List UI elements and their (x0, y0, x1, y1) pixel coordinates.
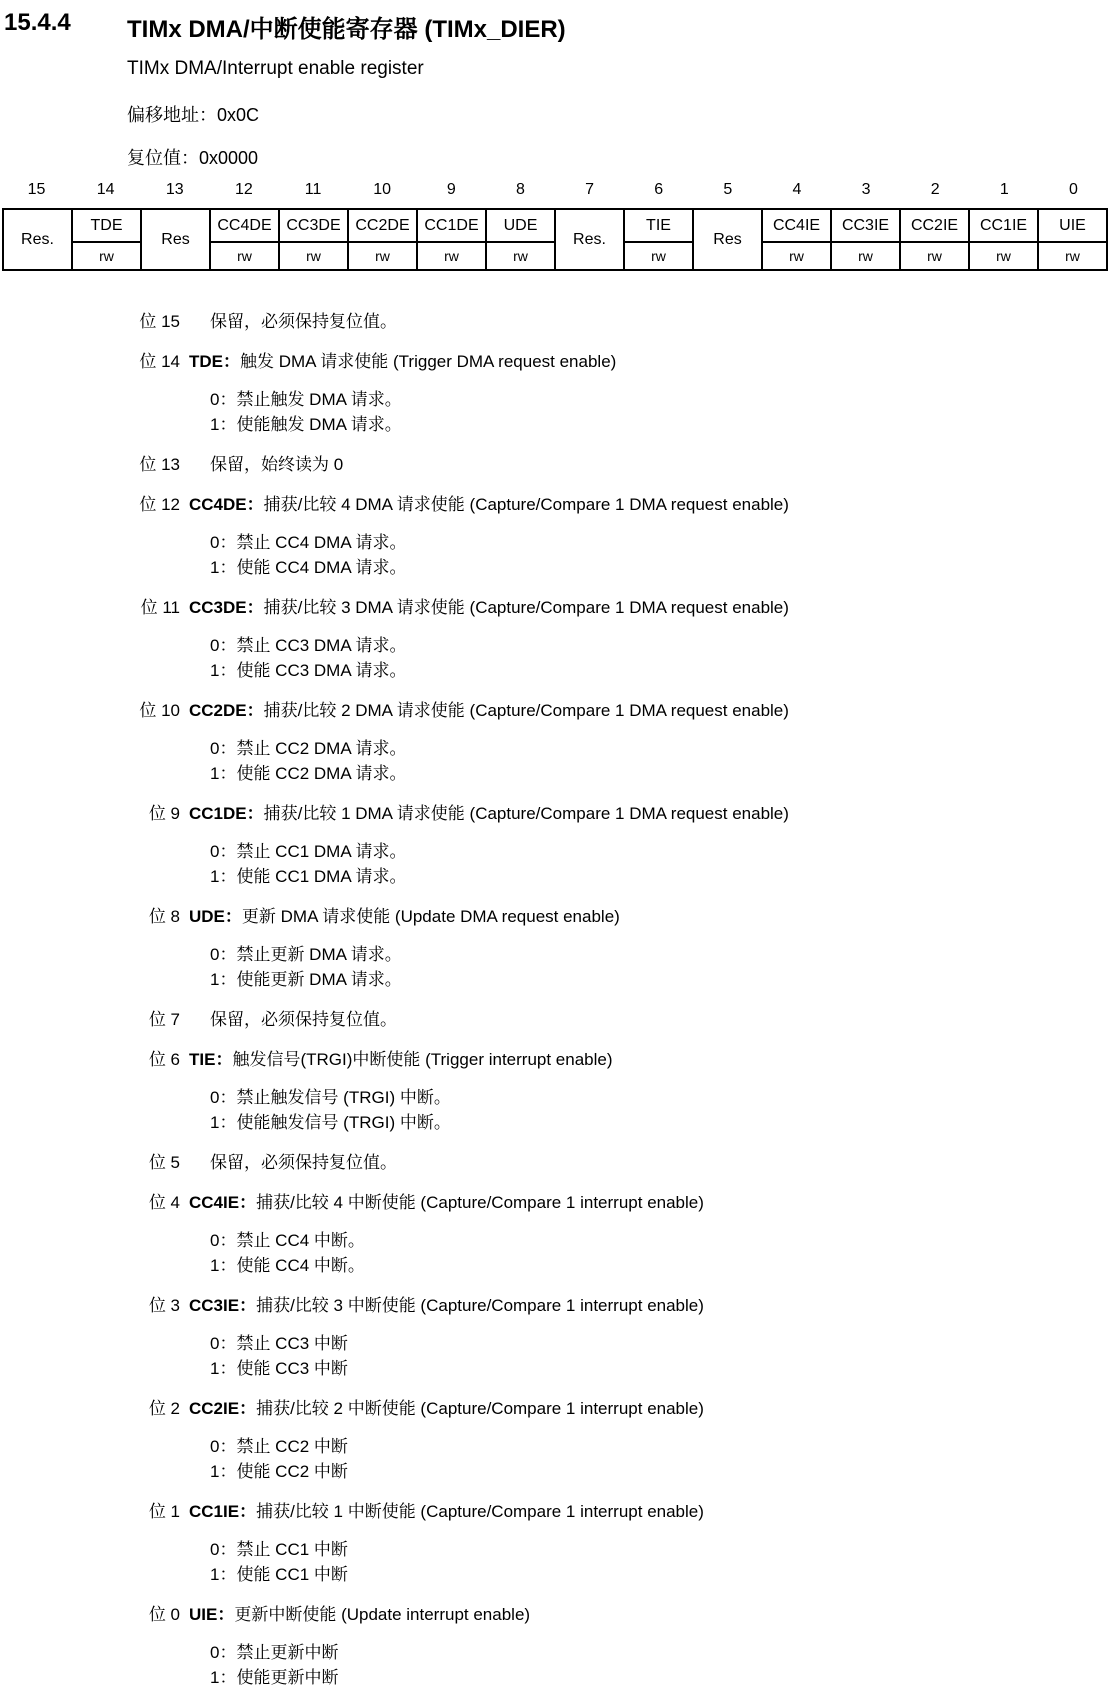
bit-number: 13 (165, 181, 184, 198)
access-type-cell: rw (900, 242, 969, 270)
value-option: 0：禁止更新中断 (210, 1643, 339, 1662)
access-type-cell: rw (210, 242, 279, 270)
access-type-cell: rw (72, 242, 141, 270)
bit-number: 7 (585, 181, 595, 198)
bit-description (0, 1150, 1110, 1175)
access-type-cell: rw (969, 242, 1038, 270)
register-field-cell: UIE (1038, 209, 1107, 242)
register-field-cell: UDE (486, 209, 555, 242)
register-reserved-cell: Res (141, 209, 210, 270)
value-option: 1：使能触发 DMA 请求。 (210, 415, 402, 434)
access-type-cell: rw (348, 242, 417, 270)
bit-label: 位 8 (148, 907, 180, 926)
reset-value: 复位值：0x0000 (127, 148, 259, 168)
access-type-cell: rw (486, 242, 555, 270)
field-description: 捕获/比较 3 DMA 请求使能 (Capture/Compare 1 DMA request enable) (263, 598, 789, 617)
value-option: 0：禁止触发信号 (TRGI) 中断。 (210, 1088, 451, 1107)
register-bit-table (2, 208, 1108, 271)
register-field-cell: CC1DE (417, 209, 486, 242)
field-description: 触发信号(TRGI)中断使能 (Trigger interrupt enable) (232, 1050, 613, 1069)
value-option: 0：禁止 CC4 DMA 请求。 (210, 533, 407, 552)
bit-label: 位 11 (140, 598, 180, 617)
bit-description (0, 1190, 1110, 1278)
value-option: 1：使能 CC3 DMA 请求。 (210, 661, 407, 680)
register-reserved-cell: Res (693, 209, 762, 270)
bit-label: 位 14 (139, 352, 180, 371)
bit-label: 位 15 (139, 312, 180, 331)
field-description: 捕获/比较 4 中断使能 (Capture/Compare 1 interrupt enable) (256, 1193, 704, 1212)
value-option: 0：禁止更新 DMA 请求。 (210, 945, 402, 964)
field-name: CC2IE： (189, 1399, 257, 1418)
bit-label: 位 4 (148, 1193, 180, 1212)
bit-description (0, 1047, 1110, 1135)
access-type-cell: rw (279, 242, 348, 270)
value-option: 1：使能 CC4 DMA 请求。 (210, 558, 407, 577)
bit-description (0, 452, 1110, 477)
field-name: CC3IE： (189, 1296, 257, 1315)
bit-label: 位 6 (148, 1050, 180, 1069)
field-name: CC2DE： (189, 701, 264, 720)
bit-descriptions (0, 309, 1110, 1695)
register-field-cell: TIE (624, 209, 693, 242)
field-description: 捕获/比较 1 中断使能 (Capture/Compare 1 interrupt enable) (256, 1502, 704, 1521)
register-reserved-cell: Res. (3, 209, 72, 270)
field-description: 捕获/比较 3 中断使能 (Capture/Compare 1 interrupt enable) (256, 1296, 704, 1315)
field-description: 捕获/比较 2 DMA 请求使能 (Capture/Compare 1 DMA request enable) (263, 701, 789, 720)
register-subtitle: TIMx DMA/Interrupt enable register (127, 58, 424, 79)
bit-label: 位 10 (139, 701, 180, 720)
bit-number: 12 (235, 181, 253, 198)
field-description: 保留，必须保持复位值。 (210, 1010, 397, 1029)
value-option: 0：禁止 CC3 中断 (210, 1334, 348, 1353)
register-field-cell: CC2DE (348, 209, 417, 242)
field-description: 捕获/比较 1 DMA 请求使能 (Capture/Compare 1 DMA request enable) (263, 804, 789, 823)
bit-label: 位 13 (139, 455, 180, 474)
bit-number: 15 (27, 181, 46, 198)
section-number: 15.4.4 (4, 9, 71, 36)
field-description: 保留，必须保持复位值。 (210, 312, 397, 331)
field-name: UDE： (189, 907, 242, 926)
section-title: TIMx DMA/中断使能寄存器 (TIMx_DIER) (127, 16, 566, 43)
bit-number: 14 (96, 181, 115, 198)
register-field-cell: CC4DE (210, 209, 279, 242)
bit-number: 4 (792, 181, 802, 198)
bit-label: 位 5 (148, 1153, 180, 1172)
access-type-cell: rw (417, 242, 486, 270)
bit-number: 0 (1068, 181, 1078, 198)
field-name: CC4IE： (189, 1193, 257, 1212)
value-option: 1：使能 CC3 中断 (210, 1359, 348, 1378)
bit-label: 位 1 (148, 1502, 180, 1521)
access-type-cell: rw (831, 242, 900, 270)
access-type-cell: rw (624, 242, 693, 270)
value-option: 1：使能 CC4 中断。 (210, 1256, 365, 1275)
field-description: 捕获/比较 4 DMA 请求使能 (Capture/Compare 1 DMA request enable) (263, 495, 789, 514)
value-option: 1：使能 CC1 中断 (210, 1565, 348, 1584)
field-description: 更新中断使能 (Update interrupt enable) (234, 1605, 531, 1624)
value-option: 1：使能更新中断 (210, 1668, 339, 1687)
value-option: 1：使能 CC1 DMA 请求。 (210, 867, 407, 886)
bit-label: 位 7 (148, 1010, 180, 1029)
value-option: 0：禁止 CC1 中断 (210, 1540, 348, 1559)
bit-number: 9 (446, 181, 456, 198)
field-description: 更新 DMA 请求使能 (Update DMA request enable) (241, 907, 620, 926)
bit-description (0, 1293, 1110, 1381)
bit-number: 1 (999, 181, 1009, 198)
bit-description (0, 698, 1110, 786)
bit-label: 位 0 (148, 1605, 180, 1624)
bit-description (0, 1499, 1110, 1587)
bit-description (0, 1396, 1110, 1484)
value-option: 0：禁止 CC2 中断 (210, 1437, 348, 1456)
bit-number: 6 (654, 181, 664, 198)
bit-number: 2 (930, 181, 940, 198)
field-name: CC4DE： (189, 495, 264, 514)
field-description: 捕获/比较 2 中断使能 (Capture/Compare 1 interrupt enable) (256, 1399, 704, 1418)
field-name: TDE： (189, 352, 240, 371)
bit-description (0, 595, 1110, 683)
bit-description (0, 801, 1110, 889)
offset-address: 偏移地址：0x0C (127, 105, 260, 125)
bit-description (0, 349, 1110, 437)
value-option: 0：禁止触发 DMA 请求。 (210, 390, 402, 409)
bit-number: 8 (515, 181, 525, 198)
field-name: CC1DE： (189, 804, 264, 823)
value-option: 0：禁止 CC1 DMA 请求。 (210, 842, 407, 861)
field-name: CC3DE： (189, 598, 264, 617)
register-field-cell: CC2IE (900, 209, 969, 242)
bit-label: 位 3 (148, 1296, 180, 1315)
bit-description (0, 492, 1110, 580)
register-field-cell: CC3DE (279, 209, 348, 242)
bit-description (0, 309, 1110, 334)
bit-description (0, 1007, 1110, 1032)
register-field-cell: TDE (72, 209, 141, 242)
bit-label: 位 2 (148, 1399, 180, 1418)
access-type-cell: rw (1038, 242, 1107, 270)
field-description: 触发 DMA 请求使能 (Trigger DMA request enable) (240, 352, 617, 371)
bit-number-row (2, 181, 1108, 199)
register-field-cell: CC4IE (762, 209, 831, 242)
value-option: 0：禁止 CC3 DMA 请求。 (210, 636, 407, 655)
field-description: 保留，始终读为 0 (210, 455, 344, 474)
value-option: 1：使能触发信号 (TRGI) 中断。 (210, 1113, 451, 1132)
bit-description (0, 904, 1110, 992)
bit-number: 10 (373, 181, 392, 198)
field-description: 保留，必须保持复位值。 (210, 1153, 397, 1172)
register-reserved-cell: Res. (555, 209, 624, 270)
bit-number: 3 (861, 181, 871, 198)
field-name: TIE： (189, 1050, 233, 1069)
access-type-cell: rw (762, 242, 831, 270)
field-name: CC1IE： (189, 1502, 257, 1521)
bit-number: 5 (723, 181, 733, 198)
value-option: 1：使能 CC2 DMA 请求。 (210, 764, 407, 783)
register-field-cell: CC3IE (831, 209, 900, 242)
bit-description (0, 1602, 1110, 1690)
value-option: 0：禁止 CC2 DMA 请求。 (210, 739, 407, 758)
value-option: 0：禁止 CC4 中断。 (210, 1231, 365, 1250)
bit-number: 11 (304, 181, 322, 198)
value-option: 1：使能更新 DMA 请求。 (210, 970, 402, 989)
bit-label: 位 12 (139, 495, 180, 514)
register-field-cell: CC1IE (969, 209, 1038, 242)
field-name: UIE： (189, 1605, 235, 1624)
value-option: 1：使能 CC2 中断 (210, 1462, 348, 1481)
bit-label: 位 9 (148, 804, 180, 823)
